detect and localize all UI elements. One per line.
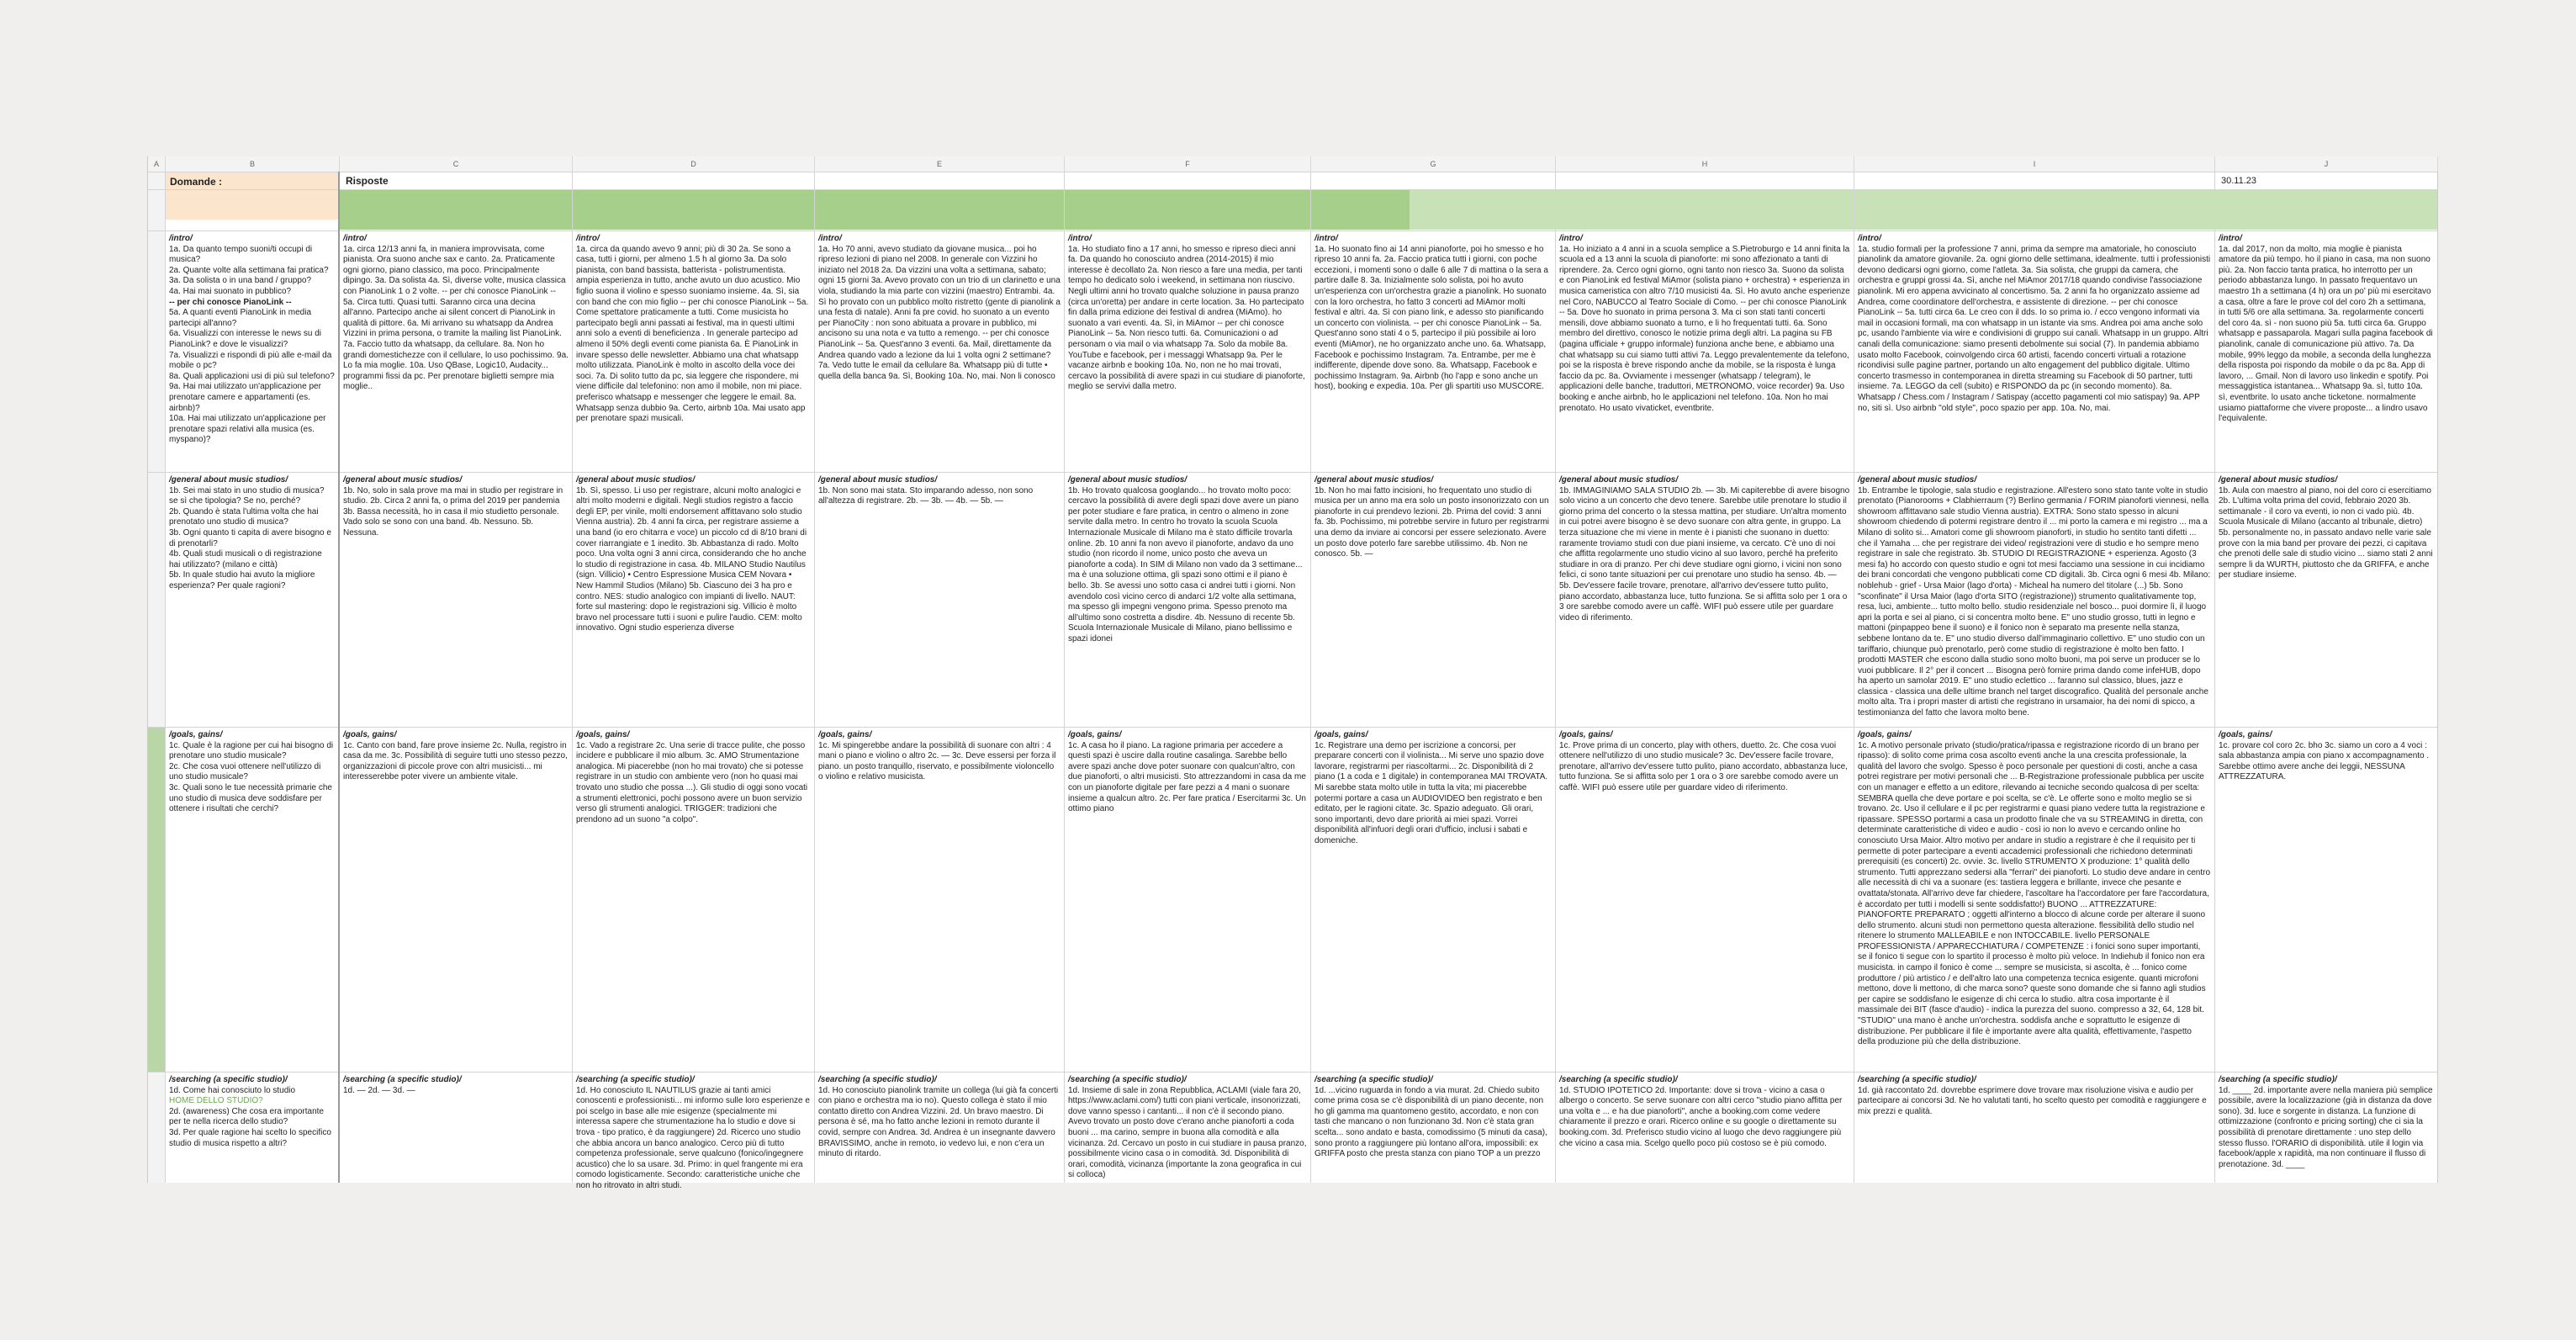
answer-text: 1c. A motivo personale privato (studio/pratica/ripassa e registrazione ricordo di un brano per ripasso): di solito come prima cosa ascolto eventi anche la una crescita professionale, la qualità del lavoro che svolgo. Spesso è poco personale per questioni di costi, anche a casa potrei registrare per motivi personali che ... B-Registrazione professionale pubblica per uscite con un manager e effetto a un editore, rilevando ai tecniche secondo qualcosa di per scelta: SEMBRA quella che deve portare e poi scelta, se c'è. Le offerte sono e molto meglio se si trovano. 2c. Uso il cellulare e il pc per registrarmi e quasi piano vedere tutta la registrazione e ripassare. SPESSO portarmi a casa un prodotto finale che va su STREAMING in diretta, con determinate caratteristiche di video e audio - così io non lo avevo e cercando online ho conosciuto Ursa Maior. Altro motivo per andare in studio a registrare è che il requisito per ti permette di poter partecipare a eventi accademici professionali che richiedono determinati prerequisiti (es concerti) 2c. ovvie. 3c. livello STRUMENTO X produzione: 1° qualità dello strumento. Tutti apprezzano sedersi alla "ferrari" dei pianoforti. Lo studio deve andare in centro alle necessità di chi va a suonare (es: tastiera leggera e brillante, invece che pesante e ovattata/stonata. All'arrivo deve far chiedere, l'ascoltare ha l'accordatore per fare l'accordatura, è accordato per tutti i modelli si sente soddisfatto!) BUONO ... ATTREZZATURE: PIANOFORTE PREPARATO ; oggetti all'interno a blocco di alcune corde per alterare il suono dello strumento. alcuni studi non permettono questa alterazione. flessibilità dello studio nel ritenere lo strumento MALLEABILE e non INTOCCABILE. livello PERSONALE PROFESSIONISTA / APPARECCHIATURA / COMPETENZE : i fonici sono super importanti, se il fonico ti segue con lo spartito il processo è molto più veloce. In Indiehub il fonico non era musicista. in campo il fonico è come ... sempre se musicista, si ascolta, è ... fonico come produttore / più artistico / e dell'altro lato una competenza tecnica esigente. quanti microfoni mettono, dove li mettono, di che marca sono? queste sono domande che si fanno agli studios per capire se soddisfano le esigenze di chi cerca lo studio. altra cosa importante è il massimale dei BIT (fasce d'audio) - indica la purezza del suono. compresso a 32, 64, 128 bit. "STUDIO" una mano è anche un'orchestra. soddisfa anche e soprattutto le esigenze di distribuzione. Per pubblicare il file è importante avere alta qualità, effettivamente, l'aspetto della produzione più che della distribuzione. [1858,740,2210,1047]
section-title: /intro/ [1314,234,1338,243]
answer-text: 1a. circa da quando avevo 9 anni; più di 30 2a. Se sono a casa, tutti i giorni, per almeno 1.5 h al giorno 3a. Da solo pianista, con band bassista, batterista - polistrumentista. ampia esperienza in tutto, anche avuto un duo acustico. Mio figlio suona il violino e spesso suoniamo insieme. 4a. Sì, sia con band che con mio figlio -- per chi conosce PianoLink -- 5a. Come spettatore praticamente a tutti. Come musicista ho partecipato begli anni passati ai festival, ma in questi ultimi anni solo a eventi di beneficienza . In generale partecipo ad almeno il 50% degli eventi come pianista 6a. È PianoLink in invare spesso delle newsletter. Abbiamo una chat whatsapp molto utilizzata. PianoLink è molto in ascolto della voce dei soci. 7a. Di solito tutto da pc, sia leggere che rispondere, mi viene difficile dal telefonino: non amo il mobile, non mi piace. preferisco whatsapp e messenger che leggere le email. 8a. Whatsapp senza dubbio 9a. Certo, airbnb 10a. Mai usato app per prenotare spazi musicali. [576,244,809,424]
answer-cell-general[interactable] [1556,474,1854,726]
question-line: 3b. Ogni quanto ti capita di avere bisogno e di prenotarli? [169,527,331,548]
question-line: 5a. A quanti eventi PianoLink in media partecipi all'anno? [169,308,312,328]
section-title: /searching (a specific studio)/ [1559,1075,1678,1084]
answer-text: 1c. Registrare una demo per iscrizione a concorsi, per preparare concerti con il violinista... Mi serve uno spazio dove lavorare, registrarmi per riascoltarmi... 2c. Disponibilità di 2 piano (1 a coda e 1 digitale) in contemporanea MAI TROVATA. Mi sarebbe stata molto utile in tutta la vita; mi piacerebbe potermi portare a casa un AUDIOVIDEO ben registrato e ben editato, per le ragioni citate. 3c. Spazio adeguato. Gli orari, sono importanti, devo dare priorità ai miei spazi. Vorrei disponibilità all'infuori degli orari d'ufficio, inclusi i sabati e domeniche. [1314,740,1548,845]
risposte-header[interactable]: Risposte [346,175,389,187]
answer-cell-goals[interactable] [573,728,814,1071]
col-header-a[interactable]: A [148,156,166,172]
answer-text: 1b. Sì, spesso. Li uso per registrare, alcuni molto analogici e altri molto moderni e digitali. Negli studios registro a faccio degli EP, per vinile, molti endorsement affittavano solo studio Vienna austria). 2b. 4 anni fa circa, per registrare assieme a una band (io ero chitarra e voce) un piccolo cd di 8/10 brani di cover riarrangiate e 1 inedito. 3b. Abbastanza di rado. Molto poco. Una volta ogni 3 anni circa, considerando che ho anche lo studio di registrazione in casa. 4b. MILANO Studio Nautilus (sign. Villicio) • Centro Espressione Musica CEM Novara • New Hammil Studios (Milano) 5b. Ciascuno dei 3 ha pro e contro. NES: studio analogico con impianti di livello. NAUT: forte sul mastering: dopo le registrazioni sig. Villicio è molto bravo nel processare tutti i suoni e pulire l'audio. CEM: molto innovativo. Ogni studio esperienza diverse [576,485,807,633]
answer-cell-goals[interactable] [2215,728,2437,1071]
col-header-b[interactable]: B [166,156,340,172]
row-highlight-band [148,727,165,1072]
answer-text: 1b. Non sono mai stata. Sto imparando adesso, non sono all'altezza di registrare. 2b. — 3b. — 4b. — 5b. — [818,485,1034,506]
answer-cell-intro[interactable] [1311,232,1555,472]
answer-cell-general[interactable] [573,474,814,726]
section-title: /goals, gains/ [1314,730,1368,739]
col-header-i[interactable]: I [1854,156,2215,172]
answer-text: 1c. Canto con band, fare prove insieme 2c. Nulla, registro in casa da me. 3c. Possibilità di seguire tutti uno stesso pezzo, organizzazioni di piccole prove con altri musicisti... mi interesserebbe poter vivere un ambiente vitale. [343,740,568,782]
domande-header[interactable]: Domande : [166,172,339,220]
answer-text: 1a. circa 12/13 anni fa, in maniera improvvisata, come pianista. Ora suono anche sax e canto. 2a. Praticamente ogni giorno, piano classico, ma poco. Principalmente dipingo. 3a. Da solista 4a. Sì, diverse volte, musica classica con PianoLink 1 o 2 volte. -- per chi conosce PianoLink -- 5a. Circa tutti. Quasi tutti. Saranno circa una decina all'anno. Partecipo anche ai silent concert di PianoLink in qualità di pittore. 6a. Mi arrivano su whatsapp da Andrea Vizzini in prima persona, o tramite la mailing list PianoLink. 7a. Faccio tutto da whatsapp, da cellulare. 8a. Non ho grandi domestichezze con il cellulare, lo uso pochissimo. 9a. Lo fa mia moglie. 10a. Uso QBase, Logic10, Audacity... programmi fissi da pc. Per prenotare biglietti sempre mia moglie.. [343,244,569,392]
section-title: /goals, gains/ [1559,730,1613,739]
question-line: 2a. Quante volte alla settimana fai pratica? [169,265,329,275]
section-title: /general about music studios/ [1068,475,1187,485]
section-title: /general about music studios/ [818,475,938,485]
answer-cell-intro[interactable] [1065,232,1310,472]
spreadsheet [147,156,2438,1190]
answer-cell-general[interactable] [815,474,1064,726]
section-title: /goals, gains/ [343,730,397,739]
question-line: 2b. Quando è stata l'ultima volta che hai prenotato uno studio di musica? [169,506,319,527]
grid-line [148,189,2437,190]
question-line: 1b. Sei mai stato in uno studio di musica? se sì che tipologia? Se no, perché? [169,485,325,506]
question-line: 3d. Per quale ragione hai scelto lo specifico studio di musica rispetto a altri? [169,1127,331,1148]
answer-cell-goals[interactable] [1854,728,2214,1071]
grid-line [148,230,2437,231]
section-title: /intro/ [1559,234,1583,243]
section-title: /intro/ [2219,234,2242,243]
answer-cell-general[interactable] [340,474,572,726]
question-line: 1c. Quale è la ragione per cui hai bisogno di prenotare uno studio musicale? [169,740,334,761]
section-title: /searching (a specific studio)/ [818,1075,937,1084]
answer-text: 1a. dal 2017, non da molto, mia moglie è pianista amatore da più tempo. ho il piano in casa, ma non suono più. 2a. Non faccio tanta pratica, ho interrotto per un periodo abbastanza lungo. In passato frequentavo un maestro 1h a settimana (4 h) ora un po' più mi esercitavo a casa, oltre a fare le prove col del coro 2h a settimana, in tutti 5/6 ore alla settimana. 3a. regolarmente concerti del coro 4a. sì - non suono più 5a. tutti circa 6a. Gruppo whatsapp e passaparola. Magari sulla pagina facebook di pianolink, canale di comunicazione più attivo. 7a. Da mobile, 99% leggo da mobile, a seconda della lunghezza della risposta poi rispondo da mobile o da pc 8a. App di lavoro, ... Gmail. Non di lavoro uso linkedin e spotify. Poi messaggistica istantanea... Whatsapp 9a. sì, tutto 10a. sì, eventbrite. lo usato anche ticketone. normalmente usiamo piattaforme che vivere proposte... a lindro usavo l'equivalente. [2219,244,2433,424]
answer-cell-goals[interactable] [340,728,572,1071]
answer-cell-general[interactable] [1311,474,1555,726]
answer-text: 1a. studio formali per la professione 7 anni, prima da sempre ma amatoriale, ho conosciuto pianolink da amatore giovanile. 2a. ogni giorno delle settimana, idealmente. tutti i professionisti devono dedicarsi ogni giorno, come l'atleta. 3a. Sia solista, che gruppi da camera, che orchestra e gruppi grossi 4a. Sì, anche nel MiAmor 2017/18 quando condivise l'associazione pianolink. Mi ero appena avvicinato al concertismo. 5a. 2 anni fa ho organizzato assieme ad Andrea, come coordinatore dell'orchestra, e assistente di direzione. -- per chi conosce PianoLink -- 5a. tutti circa 6a. Le creo con il dds. Io so prima io. / ecco vengono informati via mail in occasioni formali, ma con whatsapp in un istante via sms. Andrea poi ama anche solo pc, usando l'ambiente via wire e condivisioni di gruppo sui canali. Whatsapp in un gruppo. Altri canali della comunicazione: siamo presenti debolmente sui social (7). In pandemia abbiamo usato molto Facebook, coinvolgendo circa 60 artisti, facendo concerti virtuali a rotazione ricondivisi sulle pagine partner, portando un alto engagement del pubblico digitale. Ultimo concerto trasmesso in contemporanea in diretta streaming su Facebook di 50 partner, tutti insieme. 7a. LEGGO da cell (subito) e RISPONDO da pc (in secondo momento). 8a. Whatsapp / Chess.com / Instagram / Satispay (accetto pagamenti col mio satispay) 9a. APP no, siti sì. Uso airbnb "old style", poco spazio per app. 10a. No, mai. [1858,244,2211,413]
grid-line [148,727,2437,728]
answer-text: 1c. A casa ho il piano. La ragione primaria per accedere a questi spazi è uscire dalla routine casalinga. Sarebbe bello avere spazi anche dove poter suonare con qualcun'altro, con due pianoforti, o altri musicisti. Sto attrezzandomi in casa da me con un pianoforte digitale per fare pezzi a 4 mani o suonare insieme a qualcun altro. 2c. Per fare pratica / Esercitarmi 3c. Un ottimo piano [1068,740,1306,814]
section-title: /intro/ [1068,234,1092,243]
answer-cell-general[interactable] [1854,474,2214,726]
section-title: /goals, gains/ [818,730,872,739]
answer-text: 1c. provare col coro 2c. bho 3c. siamo un coro a 4 voci : sala abbastanza ampia con piano x accompagnamento . Sarebbe ottimo avere anche dei leggii, NESSUNA ATTREZZATURA. [2219,740,2430,782]
question-line: 4b. Quali studi musicali o di registrazione hai utilizzato? (milano e città) [169,549,322,569]
section-title: /searching (a specific studio)/ [169,1075,288,1084]
answer-text: 1d. ...vicino ruguarda in fondo a via murat. 2d. Chiedo subito come prima cosa se c'è disponibilità di un piano decente, non ho gli gamma ma quantomeno gestito, accordato, e non con tasti che mancano o non funzionano 3d. Non c'è stata gran scelta... sono andato e basta, comodissimo (5 minuti da casa), sono pronto a raggiungere più lontano all'ora, impossibili: ex GRIFFA posto che presta stanza con piano TOP a un prezzo [1314,1085,1547,1159]
question-line: 5b. In quale studio hai avuto la migliore esperienza? Per quale ragioni? [169,570,315,591]
col-header-e[interactable]: E [815,156,1065,172]
question-cell-general[interactable] [166,474,338,726]
question-line: 1d. Come hai conosciuto lo studio [169,1085,296,1095]
section-title: /general about music studios/ [1559,475,1679,485]
section-title: /general about music studios/ [576,475,696,485]
answer-cell-goals[interactable] [1311,728,1555,1071]
answer-text: 1b. Aula con maestro al piano, noi del coro ci esercitiamo 2b. L'ultima volta prima del covid, febbraio 2020 3b. settimanale - il coro va eventi, io non ci vado più. 4b. Scuola Musicale di Milano (accanto al tribunale, dietro) 5b. personalmente no, in passato andavo nelle varie sale prove con la mia band per provare dei pezzi, ci capitava che prenoti delle sale di studio vicino ... siamo stati 2 anni sempre li da WURTH, piuttosto che da GRIFFA, e anche per studiare insieme. [2219,485,2433,580]
answer-cell-searching[interactable] [1311,1073,1555,1183]
answer-cell-intro[interactable] [1854,232,2214,472]
question-line: 1a. Da quanto tempo suoni/ti occupi di musica? [169,244,313,265]
answer-cell-goals[interactable] [1065,728,1310,1071]
date-cell[interactable]: 30.11.23 [2221,176,2257,186]
answer-text: 1a. Ho suonato fino ai 14 anni pianoforte, poi ho smesso e ho ripreso 10 anni fa. 2a. Faccio pratica tutti i giorni, con poche eccezioni, i momenti sono o dalle 6 alle 7 di mattina o la sera a partire dalle 8. 3a. Inizialmente solo solista, poi ho avuto un'esperienza con un'orchestra grazie a pianolink. Ho suonato con la loro orchestra, ho fatto 3 concerti ad MiAmor molti festival e altri. 4a. Sì con piano link, e adesso sto pianificando un concerto con violinista. -- per chi conosce PianoLink -- 5a. Quest'anno sono stati 4 o 5, partecipo il più possibile ai loro eventi (MiAmor), ne ho organizzato anche uno. 6a. Whatsapp, Facebook e pochissimo Instagram. 7a. Entrambe, per me è indifferente, dipende dove sono. 8a. Whatsapp, Facebook e pochissimo Instagram. 9a. Airbnb (ho l'app e sono anche un host), booking e expedia. 10a. Per gli spartiti uso MUSCORE. [1314,244,1548,392]
answer-cell-searching[interactable] [1854,1073,2214,1183]
section-title: /goals, gains/ [169,730,223,739]
question-line: 3a. Da solista o in una band / gruppo? [169,276,312,286]
answer-cell-intro[interactable] [2215,232,2437,472]
question-line: 3c. Quali sono le tue necessità primarie che uno studio di musica deve soddisfare per ottenere i risultati che cerchi? [169,782,332,814]
section-title: /searching (a specific studio)/ [343,1075,462,1084]
answer-text: 1a. Ho 70 anni, avevo studiato da giovane musica... poi ho ripreso lezioni di piano nel 2008. In generale con Vizzini ho iniziato nel 2018 2a. Da vizzini una volta a settimana, sabato; ogni 15 giorni 3a. Avevo provato con un trio di un clarinetto e una viola, studiando la mia parte con vizzini (maestro) Entrambi. 4a. Sì ho provato con un pubblico molto ristretto (gente di pianolink a una festa di natale). Anni fa pre covid. ho suonato a un evento per PianoCity : non sono abituata a provare in pubblico, mi ancisono su una nota e va tutto a remengo. -- per chi conosce PianoLink -- 5a. Quest'anno 3 eventi. 6a. Mail, direttamente da Andrea quando vado a lezione da lui 1 volta ogni 2 settimane? 7a. Vedo tutte le email da cellulare 8a. Whatsapp più di tutte • quella della banca 9a. Sì, Booking 10a. No, mai. Non li conosco [818,244,1061,381]
section-title: /searching (a specific studio)/ [2219,1075,2337,1084]
section-title: /searching (a specific studio)/ [576,1075,695,1084]
answer-text: 1d. ____ 2d. importante avere nella maniera più semplice possibile, avere la localizzazione (già in distanza da dove sono). 3d. luce e sorgente in distanza. La funzione di ottimizzazione (confronto e pricing sorting) che ci sia la possibilità di prenotare direttamente : uno step dello stesso flusso. l'ORARIO di disponibilità. utile il login via facebook/apple x rapidità, ma non continuare il flusso di prenotazione. 3d. ____ [2219,1085,2433,1169]
question-line: 10a. Hai mai utilizzato un'applicazione per prenotare spazi relativi alla musica (es. myspano)? [169,414,326,445]
question-cell-searching[interactable] [166,1073,338,1183]
answer-text: 1b. Entrambe le tipologie, sala studio e registrazione. All'estero sono stato tante volte in studio prenotato (Pianorooms + Clabhierraum (?) Berlino germania / FORIM pianoforti viennesi, nella showroom affittavano sale studio Vienna austria). EXTRA: Sono stato spesso in alcuni showroom chiedendo di potermi registrare dentro il ... mi porto la camera e mi registro ... ma a Milano di solito si... Amatori come gli showroom pianoforti, in studio ho sentito tanti difetti ... che il Yamaha ... che per registrare dei video/ registrazioni vere di studio e ho sempre meno registrare in sale che registrato. 3b. STUDIO DI REGISTRAZIONE + esperienza. Agosto (3 mesi fa) ho accordo con questo studio e ogni tot mesi facciamo una sessione in cui incidiamo dei brani concordati che vengono pubblicati come CD digitali. 3b. Circa ogni 6 mesi 4b. Milano: noblehub - grief - Ursa Maior (lago d'orta) - Micheal ha numero del titolare (...) 5b. Sono "sconfinate" il Ursa Maior (lago d'orta SITO (registrazione)) strumento qualitativamente top, resa, luci, ambiente... tutto molto bello. studio residenziale nel bosco... puoi dormire lì, il luogo apri la porta e sei al piano, ci si concentra molto bene. E" uno studio grosso, tutti in legno e mattoni (pinpappeo bene il suono) e il fonico non è separato ma presente nella stanza, sebbene lontano da te. E" uno studio diverso dall'immaginario collettivo. E" uno studio con un tariffario, chiunque può prenotarlo, però come studio di registrazione è molto ben fatto. I prodotti MASTER che escono dalla studio sono molto buoni, ma poi serve un producer se lo vuoi pubblicare. Il 2° per il concert ... Bisogna però fornire prima dando come infeHUB, dopo ha aperto un samolar 2019. E" uno studio eclettico ... faranno sul classico, blues, jazz e classica - classica una delle ultime branch nel target discografico. Qualità del personale anche molto alta. Tra i propri master di artisti che registrano in ursamaior, ha dei nomi di spicco, a testimonianza del fatto che lavora molto bene. [1858,485,2211,718]
section-title: /searching (a specific studio)/ [1068,1075,1187,1084]
grid-line [148,1072,2437,1073]
section-title: /goals, gains/ [1858,730,1912,739]
answer-cell-goals[interactable] [815,728,1064,1071]
question-line: 8a. Quali applicazioni usi di più sul telefono? [169,371,335,381]
section-title: /general about music studios/ [1858,475,1977,485]
section-title: /intro/ [818,234,842,243]
col-header-j[interactable]: J [2215,156,2438,172]
answer-text: 1b. IMMAGINIAMO SALA STUDIO 2b. — 3b. Mi capiterebbe di avere bisogno solo vicino a un concerto che devo tenere. Sarebbe utile prenotare lo studio il giorno prima del concerto o la stessa mattina, per studiare. Un'altra momento in cui potrei avere bisogno è se devo suonare con altra gente, in gruppo. La terza situazione che mi viene in mente è i pianisti che suonano in duetto: raramente troviamo studi con due piani insieme, va cercato. C'è uno di noi che affitta regolarmente uno studio vicino al suo lavoro, perché ha preferito studiare in ora di pranzo. Per chi deve studiare ogni giorno, i vicini non sono felici, ci sono tante situazioni per cui prenotare uno studio ha senso. 4b. — 5b. Dev'essere facile trovare, prenotare, all'arrivo dev'essere tutto pulito, piano accordato, abbastanza luce, tutto funziona. Se si affitta solo per 1 ora o 3 ore sarebbe comodo avere un caffè. WIFI può essere utile per guardare video di riferimento. [1559,485,1850,622]
section-title: /general about music studios/ [2219,475,2338,485]
section-title: /general about music studios/ [1314,475,1434,485]
answer-text: 1d. Ho conosciuto IL NAUTILUS grazie ai tanti amici conoscenti e professionisti... mi informo sulle loro esperienze e poi scelgo in base alle mie esigenze (specialmente mi interessa sapere che strumentazione ha lo studio e dove si trova - tipo pratico, è da raggiungere) 2d. Ricerco uno studio che abbia ancora un banco analogico. Cerco più di tutto competenza professionale, serve qualcuno (fonico/ingegnere acustico) che lo sa usare. 3d. Primo: in quel frangente mi era comodo logisticamente. Secondo: caratteristiche uniche che non ho ritrovato in altri studi. [576,1085,810,1190]
answer-text: 1b. Non ho mai fatto incisioni, ho frequentato uno studio di musica per un anno ma era solo un posto insonorizzato con un pianoforte in cui prendevo lezioni. 2b. Prima del covid: 3 anni fa. 3b. Pochissimo, mi potrebbe servire in futuro per registrarmi una demo da inviare ai concorsi per essere selezionato. Avere un posto dove poterlo fare sarebbe utilissimo. 4b. Non ne conosco. 5b. — [1314,485,1549,559]
answer-cell-searching[interactable] [340,1073,572,1183]
answer-text: 1a. Ho iniziato a 4 anni in a scuola semplice a S.Pietroburgo e 14 anni finita la scuola ed a 13 anni la scuola di pianoforte: mi sono affezionato a tanti di riprendere. 2a. Cerco ogni giorno, ogni tanto non riesco 3a. Suono da solista e con PianoLink ed festival MiAmor (solista piano + orchestra) + esperienza in musica cameristica con altro 7/10 musicisti 4a. Sì. Ho avuto anche esperienze nel Coro, NABUCCO al Teatro Sociale di Como. -- per chi conosce PianoLink -- 5a. Dove ho suonato in prima persona 3. Ma ci son stati tanti concerti mensili, dove abbiamo suonato a turno, e li ho frequentati tutti. 6a. Sono membro del direttivo, conosco le notizie prima degli altri. La pagina su FB (pagina ufficiale + gruppo informale) funziona anche bene, e abbiamo una chat whatsapp su cui siamo tutti attivi 7a. Leggo prevalentemente da telefono, poi se la risposta è breve rispondo anche da mobile, se la risposta è lunga faccio da pc. 8a. Ovviamente i messenger (whatsapp / telegram), le applicazioni delle banche, traduttori, METRONOMO, voice recorder) 9a. Uso booking e anche airbnb, ho le applicazioni nel telefono. 10a. Non ho mai prenotato. Ho usato vivaticket, eventbrite. [1559,244,1850,413]
question-line: 2c. Che cosa vuoi ottenere nell'utilizzo di uno studio musicale? [169,761,321,782]
answer-cell-general[interactable] [1065,474,1310,726]
green-header-band-light [1410,190,2437,230]
question-line: 6a. Visualizzi con interesse le news su di PianoLink? e dove le visualizzi? [169,329,322,349]
section-title: /intro/ [1858,234,1881,243]
question-line: 2d. (awareness) Che cosa era importante per te nella ricerca dello studio? [169,1106,324,1127]
section-title: /goals, gains/ [1068,730,1122,739]
section-title: /goals, gains/ [576,730,630,739]
answer-cell-general[interactable] [2215,474,2437,726]
answer-text: 1d. — 2d. — 3d. — [343,1085,415,1095]
question-line: 9a. Hai mai utilizzato un'applicazione per prenotare camere e appartamenti (es. airbnb)? [169,382,321,413]
col-header-c[interactable]: C [340,156,573,172]
answer-text: 1d. STUDIO IPOTETICO 2d. Importante: dove si trova - vicino a casa o albergo o concerto. Se serve suonare con altri cerco "studio piano affitta per una volta e ... e ha due pianoforti", anche a booking.com come vedere chiaramente il prezzo e orari. Ricerco online e su google o direttamente su booking.com. 3d. Preferisco studio vicino al luogo che devo raggiungere più che vicino a casa mia. Scelgo quello poco più costoso se è più comodo. [1559,1085,1843,1148]
col-header-f[interactable]: F [1065,156,1311,172]
col-header-g[interactable]: G [1311,156,1556,172]
answer-text: 1d. Insieme di sale in zona Repubblica, ACLAMI (viale fara 20, https://www.aclami.com/) tutti con piani verticale, insonorizzati, dove vanno spesso i cantanti... il non c'è il secondo piano. Avevo trovato un posto dove c'erano anche pianoforti a coda buoni ... ma carino, sempre in buona alla comodità e alla vicinanza. 2d. Cercavo un posto in cui studiare in pausa pranzo, possibilmente vicino casa o in comodità. 3d. Disponibilità di orari, comodità, vicinanza (importante la zona geografica in cui si colloca) [1068,1085,1307,1180]
green-header-band [340,190,1410,230]
section-title: /general about music studios/ [343,475,463,485]
answer-text: 1c. Vado a registrare 2c. Una serie di tracce pulite, che posso incidere e pubblicare il mio album. 3c. AMO Strumentazione analogica. Mi piacerebbe (non ho mai trovato) che si potesse registrare in un studio con ambiente vero (non ho quasi mai trovato uno studio che possa ...). Gli studio di oggi sono vocati a strumenti elettronici, pochi possono avere un buon servizio verso gli strumenti analogici. TRIGGER: tradizioni che prendono ad un suono "a colpo". [576,740,808,824]
answer-text: 1a. Ho studiato fino a 17 anni, ho smesso e ripreso dieci anni fa. Da quando ho conosciuto andrea (2014-2015) il mio interesse è decollato 2a. Non riesco a fare una media, per tanti tempo ho dedicato solo i weekend, in settimana non riuscivo. Negli ultimi anni ho trovato qualche soluzione in pausa pranzo (circa un'oretta) per andare in certe location. 3a. Ho partecipato fin dalla prima edizione dei festival di andrea (MiAmo). ho suonato a vari eventi. 4a. Sì, in MiAmor -- per chi conosce PianoLink -- 5a. Non riesco tutti. 6a. Comunicazioni o ad personam o via mail o via whatsapp 7a. Solo da mobile 8a. YouTube e facebook, per i messaggi Whatsapp 9a. Per le vacanze airbnb e booking 10a. No, non ne ho mai trovati, cercavo la possibilità di avere spazi in cui studiare di pianoforte, meglio se servivi dalla metro. [1068,244,1305,392]
answer-text: 1d. già raccontato 2d. dovrebbe esprimere dove trovare max risoluzione visiva e audio per partecipare ai concorsi 3d. Ne ho valutati tanti, ho scelto questo per comodità e raggiungere e mix prezzi e qualità. [1858,1085,2207,1116]
question-line: 7a. Visualizzi e rispondi di più alle e-mail da mobile o pc? [169,350,332,371]
answer-cell-searching[interactable] [815,1073,1064,1183]
answer-cell-searching[interactable] [1556,1073,1854,1183]
answer-text: 1b. Ho trovato qualcosa googlando... ho trovato molto poco: cercavo la possibilità di avere degli spazi dove avere un piano per poter studiare e fare pratica, in centro o almeno in zone servite dalla metro. In centro ho trovato la scuola Scuola Internazionale Musicale di Milano ma è stato difficile trovarla online. 2b. 10 anni fa non avevo il pianoforte, andavo da uno studio (non ricordo il nome, unico posto che aveva un pianoforte a coda). In SIM di Milano non vado da 3 settimane... ma è una soluzione ottima, gli spazi sono ottimi e il piano è bello. 3b. Se avessi uno sotto casa ci andrei tutti i giorni. Non avendolo così vicino cerco di andarci 1/2 volte alla settimana, ma spesso gli impegni vengono prima. Spesso prenoto ma all'ultimo sono costretta a disdire. 4b. Nessuno di recente 5b. Scuola Internazionale Musicale di Milano, piano bellissimo e spazi idonei [1068,485,1303,644]
answer-text: 1d. Ho conosciuto pianolink tramite un collega (lui già fa concerti con piano e orchestra ma io no). Questo collega è stato il mio contatto diretto con Andrea Vizzini. 2d. Un bravo maestro. Di persona è sé, ma ho fatto anche lezioni in remoto durante il covid, sempre con Andrea. 3d. Andrea è un insegnante davvero BRAVISSIMO, anche in remoto, io vedevo lui, e non c'era un minuto di ritardo. [818,1085,1059,1159]
column-header-row [148,156,2437,172]
answer-text: 1c. Mi spingerebbe andare la possibilità di suonare con altri : 4 mani o piano e violino o altro 2c. — 3c. Deve essersi per forza il piano. un posto tranquillo, riservato, e possibilmente violoncello o violino e relativo musicista. [818,740,1056,782]
section-title: /goals, gains/ [2219,730,2272,739]
answer-cell-goals[interactable] [1556,728,1854,1071]
answer-text: 1c. Prove prima di un concerto, play with others, duetto. 2c. Che cosa vuoi ottenere nell'utilizzo di uno studio musicale? 3c. Dev'essere facile trovare, prenotare, all'arrivo dev'essere tutto pulito, piano accordato, abbastanza luce, tutto funziona. Se si affitta solo per 1 ora o 3 ore sarebbe comodo avere un caffè. WIFI può essere utile per guardare video di riferimento. [1559,740,1848,792]
section-title: /intro/ [169,234,193,243]
answer-cell-searching[interactable] [2215,1073,2437,1183]
section-title: /intro/ [343,234,367,243]
section-title: /searching (a specific studio)/ [1314,1075,1433,1084]
question-line: -- per chi conosce PianoLink -- [169,297,292,307]
section-title: /general about music studios/ [169,475,288,485]
question-line: 4a. Hai mai suonato in pubblico? [169,286,292,296]
col-header-d[interactable]: D [573,156,815,172]
section-title: /intro/ [576,234,600,243]
answer-cell-searching[interactable] [573,1073,814,1190]
answer-cell-intro[interactable] [1556,232,1854,472]
col-header-h[interactable]: H [1556,156,1854,172]
question-line-highlight: HOME DELLO STUDIO? [169,1096,263,1106]
answer-cell-intro[interactable] [340,232,572,472]
grid-line [148,472,2437,473]
answer-cell-intro[interactable] [815,232,1064,472]
question-cell-goals[interactable] [166,728,338,1071]
answer-cell-intro[interactable] [573,232,814,472]
section-title: /searching (a specific studio)/ [1858,1075,1976,1084]
question-cell-intro[interactable] [166,232,338,472]
answer-cell-searching[interactable] [1065,1073,1310,1183]
answer-text: 1b. No, solo in sala prove ma mai in studio per registrare in studio. 2b. Circa 2 anni fa, o prima del 2019 per pandemia 3b. Bassa necessità, ho in casa il mio studietto personale. Vado solo se sono con una band. 4b. Nessuno. 5b. Nessuna. [343,485,563,538]
